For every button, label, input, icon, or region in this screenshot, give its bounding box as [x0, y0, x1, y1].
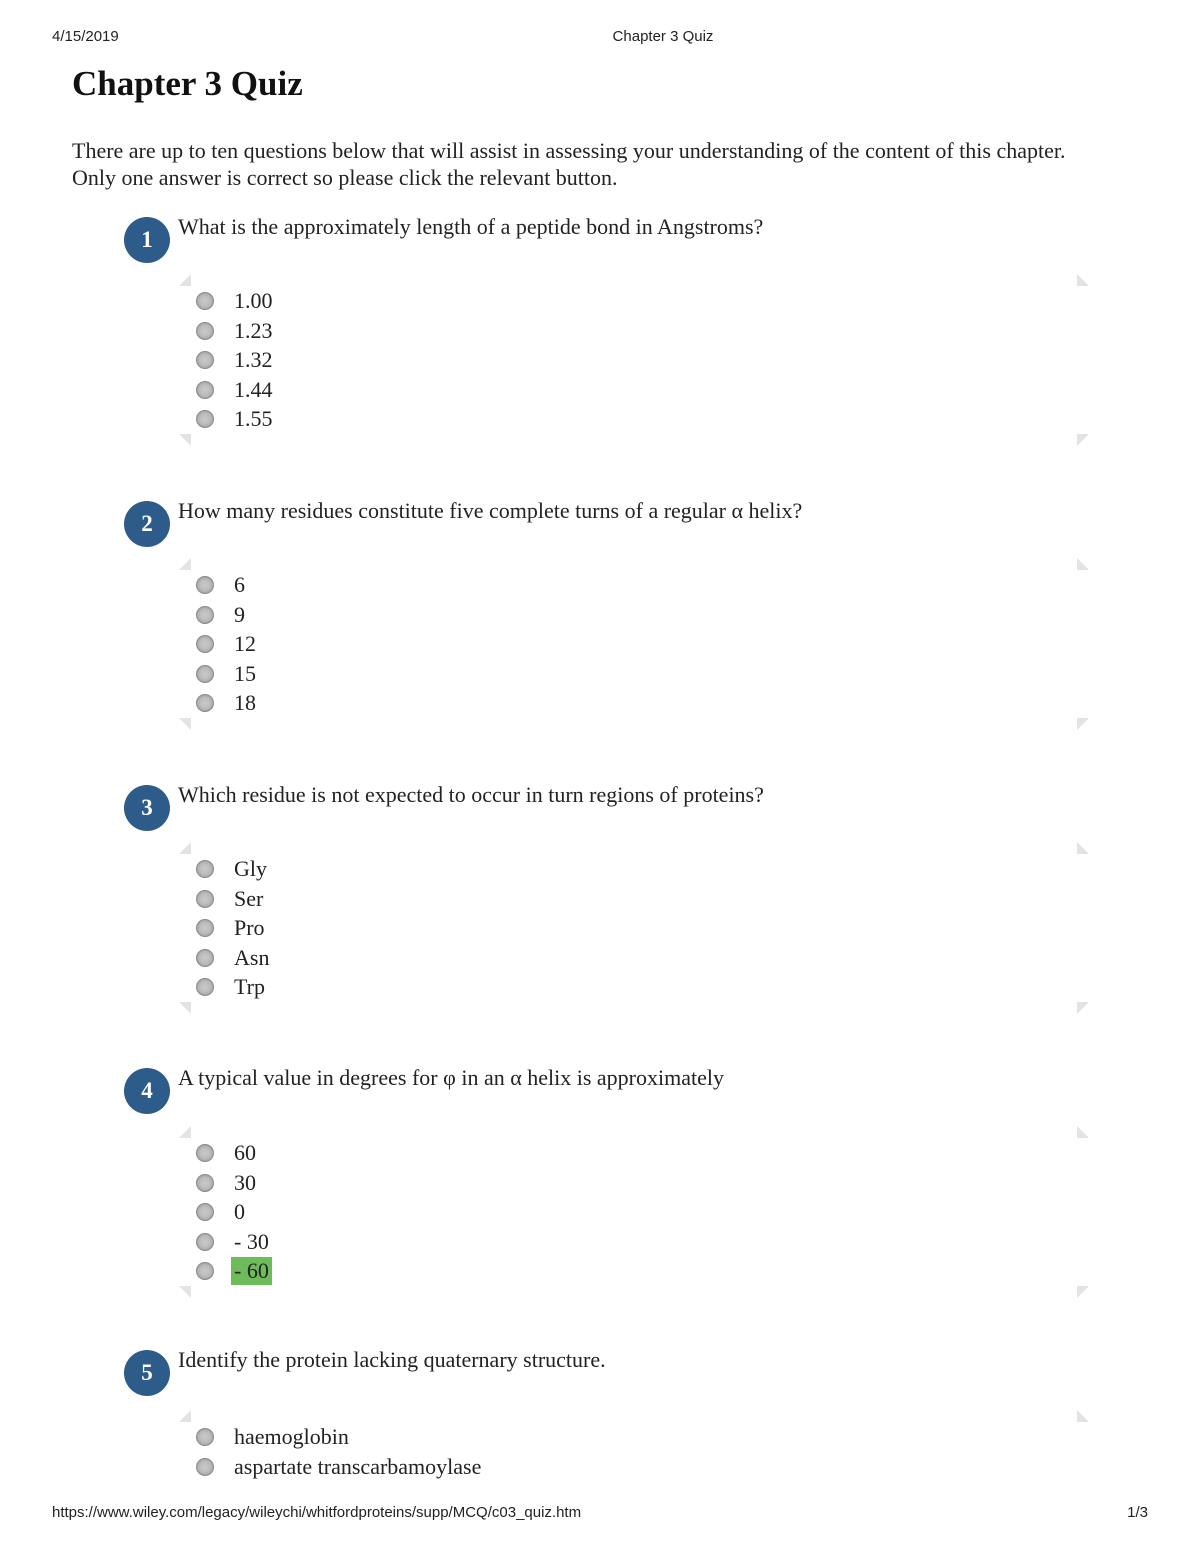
answer-box-corner: [1077, 718, 1089, 730]
answer-box-corner: [179, 558, 191, 570]
answer-label: Pro: [234, 915, 265, 941]
question-text: How many residues constitute five complete turns of a regular α helix?: [178, 498, 803, 523]
radio-button[interactable]: [196, 1428, 214, 1446]
answer-label: 1.44: [234, 376, 273, 402]
answer-label: 60: [234, 1140, 256, 1165]
answer-box-corner: [179, 1410, 191, 1422]
answer-box-corner: [1077, 1126, 1089, 1138]
answer-box-corner: [179, 1286, 191, 1298]
page-number: 1/3: [1127, 1504, 1148, 1521]
radio-button[interactable]: [196, 351, 214, 369]
radio-button[interactable]: [196, 635, 214, 653]
question-text: A typical value in degrees for φ in an α helix is approximately: [178, 1065, 724, 1090]
radio-button[interactable]: [196, 860, 214, 878]
answer-label: 0: [234, 1199, 245, 1225]
question-number-badge: 3: [124, 785, 170, 831]
question-text: Identify the protein lacking quaternary structure.: [178, 1347, 606, 1372]
answer-label: Trp: [234, 974, 265, 1000]
answer-box-corner: [1077, 558, 1089, 570]
answer-label: 1.55: [234, 406, 273, 432]
radio-button[interactable]: [196, 1203, 214, 1221]
answer-label: Gly: [234, 856, 267, 881]
answer-box-corner: [1077, 1410, 1089, 1422]
answer-box-corner: [179, 1002, 191, 1014]
correct-answer-label: - 60: [231, 1257, 272, 1285]
answer-box-corner: [1077, 842, 1089, 854]
answer-label: aspartate transcarbamoylase: [234, 1453, 482, 1479]
radio-button[interactable]: [196, 890, 214, 908]
radio-button[interactable]: [196, 1144, 214, 1162]
radio-button[interactable]: [196, 1233, 214, 1251]
answer-label: 18: [234, 690, 256, 716]
answer-box-corner: [1077, 434, 1089, 446]
radio-button[interactable]: [196, 576, 214, 594]
radio-button[interactable]: [196, 606, 214, 624]
answer-box-corner: [179, 718, 191, 730]
question-number-badge: 2: [124, 501, 170, 547]
radio-button[interactable]: [196, 292, 214, 310]
answer-label: 12: [234, 631, 256, 657]
print-header: [0, 28, 1200, 50]
radio-button[interactable]: [196, 694, 214, 712]
question-text: What is the approximately length of a peptide bond in Angstroms?: [178, 214, 764, 239]
answer-label: Asn: [234, 944, 270, 970]
print-footer: [0, 1504, 1200, 1526]
answer-label: 1.00: [234, 288, 273, 313]
answer-label: 6: [234, 572, 245, 597]
answer-box-corner: [179, 274, 191, 286]
radio-button[interactable]: [196, 410, 214, 428]
answer-label: 30: [234, 1169, 256, 1195]
radio-button[interactable]: [196, 1458, 214, 1476]
answer-label: Ser: [234, 885, 264, 911]
radio-button[interactable]: [196, 322, 214, 340]
radio-button[interactable]: [196, 1174, 214, 1192]
answer-label: 1.32: [234, 347, 273, 373]
answer-box-corner: [179, 1126, 191, 1138]
answer-label: 15: [234, 660, 256, 686]
answer-box-corner: [179, 842, 191, 854]
radio-button[interactable]: [196, 381, 214, 399]
question-number-badge: 5: [124, 1350, 170, 1396]
answer-box-corner: [1077, 274, 1089, 286]
answer-label: haemoglobin: [234, 1424, 349, 1449]
page-url: https://www.wiley.com/legacy/wileychi/whitfordproteins/supp/MCQ/c03_quiz.htm: [52, 1504, 582, 1521]
quiz-instructions: There are up to ten questions below that will assist in assessing your understanding of the content of this chapter. Only one answer is correct so please click the relevant button.: [72, 138, 1066, 190]
answer-box-corner: [1077, 1002, 1089, 1014]
answer-label: 9: [234, 601, 245, 627]
question-text: Which residue is not expected to occur in turn regions of proteins?: [178, 782, 764, 807]
radio-button[interactable]: [196, 1262, 214, 1280]
radio-button[interactable]: [196, 978, 214, 996]
radio-button[interactable]: [196, 919, 214, 937]
radio-button[interactable]: [196, 665, 214, 683]
answer-box-corner: [179, 434, 191, 446]
answer-label: 1.23: [234, 317, 273, 343]
answer-label: - 30: [234, 1228, 269, 1254]
question-number-badge: 4: [124, 1068, 170, 1114]
radio-button[interactable]: [196, 949, 214, 967]
print-doc-title: Chapter 3 Quiz: [612, 28, 714, 45]
print-date: 4/15/2019: [52, 28, 119, 45]
question-number-badge: 1: [124, 217, 170, 263]
page-title: Chapter 3 Quiz: [72, 64, 303, 103]
answer-box-corner: [1077, 1286, 1089, 1298]
